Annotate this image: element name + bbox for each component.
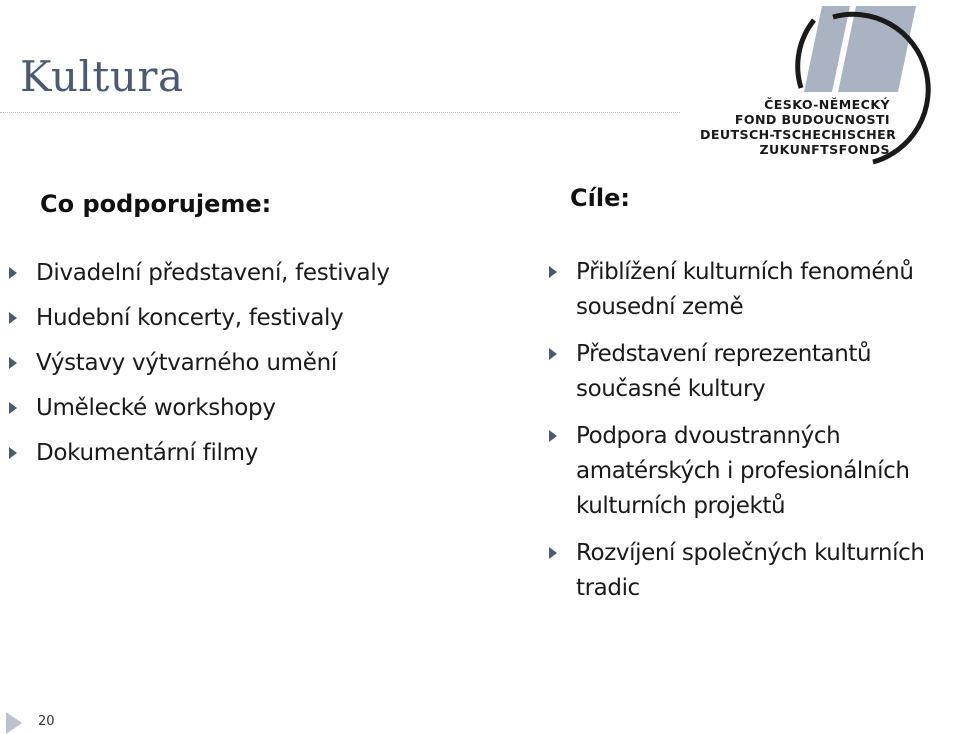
triangle-bullet-icon <box>9 402 17 414</box>
goals-heading: Cíle: <box>570 184 630 212</box>
list-item-text: Hudební koncerty, festivaly <box>36 305 344 331</box>
logo-line: FOND BUDOUCNOSTI <box>734 112 890 127</box>
list-item <box>6 438 526 483</box>
goals-list <box>546 255 960 618</box>
list-item-text: současné kultury <box>576 376 766 402</box>
list-item-text: amatérských i profesionálních <box>576 458 910 484</box>
support-heading: Co podporujeme: <box>40 190 272 218</box>
page-number: 20 <box>38 714 55 729</box>
list-item <box>6 258 526 303</box>
logo-line: ČESKO-NĚMECKÝ <box>764 97 890 112</box>
list-item <box>6 348 526 393</box>
triangle-bullet-icon <box>9 267 17 279</box>
triangle-bullet-icon <box>549 266 557 278</box>
list-item-text: Umělecké workshopy <box>36 395 276 421</box>
list-item-text: Rozvíjení společných kulturních <box>576 540 925 566</box>
list-item <box>546 536 960 606</box>
triangle-bullet-icon <box>9 357 17 369</box>
list-item <box>6 393 526 438</box>
list-item-text: Divadelní představení, festivaly <box>36 260 390 286</box>
list-item-text: Podpora dvoustranných <box>576 423 841 449</box>
triangle-bullet-icon <box>9 312 17 324</box>
triangle-bullet-icon <box>549 547 557 559</box>
list-item <box>6 303 526 348</box>
list-item <box>546 255 960 325</box>
list-item-text: Dokumentární filmy <box>36 440 259 466</box>
list-item-text: tradic <box>576 575 640 601</box>
logo-line: ZUKUNFTSFONDS <box>759 142 890 157</box>
triangle-bullet-icon <box>9 447 17 459</box>
list-item-text: kulturních projektů <box>576 493 786 519</box>
slide-title: Kultura <box>20 52 184 101</box>
support-list <box>6 258 526 483</box>
triangle-bullet-icon <box>549 430 557 442</box>
list-item-text: Výstavy výtvarného umění <box>36 350 337 376</box>
title-divider <box>0 112 680 113</box>
list-item-text: Přiblížení kulturních fenoménů <box>576 259 914 285</box>
list-item-text: Představení reprezentantů <box>576 341 872 367</box>
triangle-bullet-icon <box>549 348 557 360</box>
list-item-text: sousední země <box>576 294 744 320</box>
list-item <box>546 419 960 524</box>
logo-wordmark <box>700 97 897 157</box>
list-item <box>546 337 960 407</box>
slide-footer-triangle-icon <box>6 712 22 734</box>
logo-line: DEUTSCH-TSCHECHISCHER <box>700 127 897 142</box>
